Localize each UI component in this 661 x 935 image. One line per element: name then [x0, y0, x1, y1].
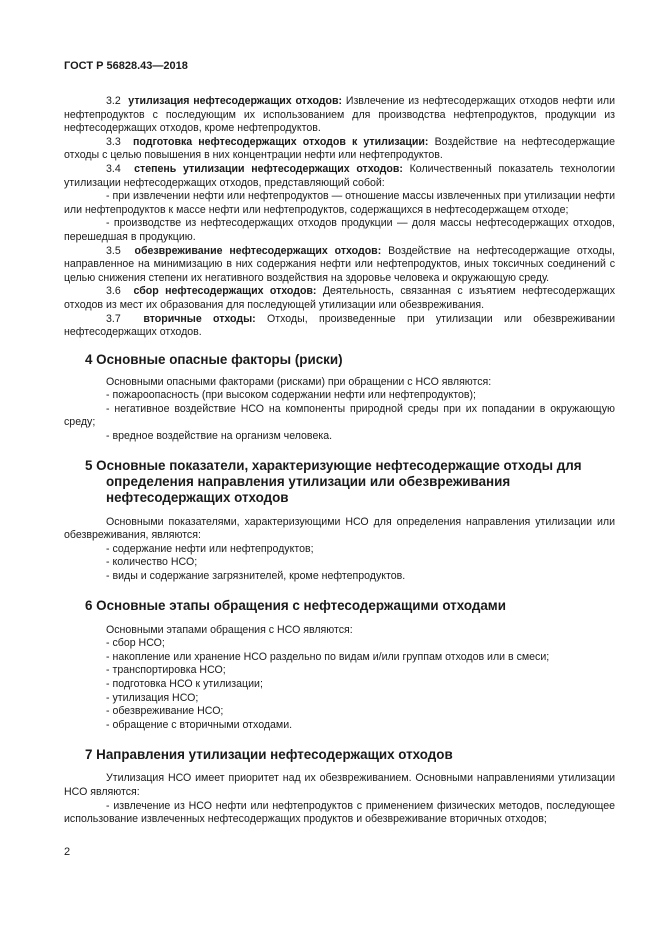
definitions-block	[64, 95, 615, 340]
definition-term: степень утилизации нефтесодержащих отходов:	[134, 162, 403, 175]
definition-term: утилизация нефтесодержащих отходов:	[128, 95, 343, 107]
list-item: - виды и содержание загрязнителей, кроме нефтепродуктов.	[106, 570, 406, 583]
definition-text: Деятельность, связанная с изъятием нефтесодержащих отходов из мест их образования для последующей утилизации или обезвреживания.	[64, 285, 616, 311]
definition-number: 3.4	[106, 162, 121, 175]
list-item: - пожароопасность (при высоком содержании нефти или нефтепродуктов);	[106, 389, 476, 402]
section-7-intro: Утилизация НСО имеет приоритет над их обезвреживанием. Основными направлениями утилизации НСО являются:	[64, 772, 615, 798]
definition-number: 3.6	[106, 285, 121, 298]
definition-text: Отходы, произведенные при утилизации или обезвреживании нефтесодержащих отходов.	[64, 312, 616, 339]
section-6-intro: Основными этапами обращения с НСО являются:	[106, 623, 353, 636]
definition-list-item: - производстве из нефтесодержащих отходов продукции — доля массы нефтесодержащих отходов, перешедшая в продукцию.	[64, 217, 615, 243]
section-5-body	[64, 516, 615, 584]
definition-term: вторичные отходы:	[143, 312, 256, 325]
section-6-body	[64, 624, 615, 733]
section-4-heading: 4 Основные опасные факторы (риски)	[85, 351, 343, 367]
definition-3-3	[64, 136, 615, 163]
definition-text: Количественный показатель технологии утилизации нефтесодержащих отходов, представляющий собой:	[64, 162, 615, 189]
list-item: - количество НСО;	[106, 556, 198, 569]
list-item: - утилизация НСО;	[106, 691, 199, 704]
list-item: - вредное воздействие на организм человека.	[106, 430, 333, 443]
section-5-heading: 5 Основные показатели, характеризующие нефтесодержащие отходы для определения направления утилизации или обезвреживания нефтесодержащих отходов	[85, 457, 582, 505]
list-item: - накопление или хранение НСО раздельно по видам и/или группам отходов или в смеси;	[106, 650, 550, 663]
list-item: - негативное воздействие НСО на компоненты природной среды при их попадании в окружающую среду;	[64, 402, 615, 429]
definition-3-5	[64, 245, 615, 286]
definition-3-2	[64, 95, 615, 136]
definition-number: 3.2	[106, 95, 121, 107]
page-number: 2	[64, 846, 71, 858]
list-item: - содержание нефти или нефтепродуктов;	[106, 542, 314, 555]
definition-3-7	[64, 313, 615, 340]
section-4-body	[64, 376, 615, 444]
definition-list-item: - при извлечении нефти или нефтепродуктов — отношение массы извлеченных при утилизации нефти или нефтепродуктов к массе нефти или нефтепродуктов, содержащихся в нефтесодержащем отходе;	[64, 190, 615, 216]
definition-term: сбор нефтесодержащих отходов:	[133, 285, 317, 298]
definition-3-6	[64, 285, 615, 312]
definition-number: 3.3	[106, 135, 121, 148]
definition-text: Воздействие на нефтесодержащие отходы с целью повышения в них концентрации нефти или нефтепродуктов.	[64, 135, 615, 162]
document-code-header: ГОСТ Р 56828.43—2018	[64, 60, 188, 72]
section-5-intro: Основными показателями, характеризующими НСО для определения направления утилизации или обезвреживания, являются:	[64, 515, 615, 542]
list-item: - сбор НСО;	[106, 637, 165, 650]
list-item: - извлечение из НСО нефти или нефтепродуктов с применением физических методов, последующее использование извлеченных нефтесодержащих продуктов и обезвреживание вторичных отходов;	[64, 799, 615, 826]
list-item: - обращение с вторичными отходами.	[106, 718, 293, 731]
section-6-heading: 6 Основные этапы обращения с нефтесодержащими отходами	[85, 597, 506, 613]
list-item: - обезвреживание НСО;	[106, 705, 224, 718]
section-7-heading: 7 Направления утилизации нефтесодержащих отходов	[85, 747, 453, 763]
definition-number: 3.5	[106, 244, 121, 257]
definition-term: подготовка нефтесодержащих отходов к утилизации:	[132, 135, 429, 148]
section-4-intro: Основными опасными факторами (рисками) при обращении с НСО являются:	[106, 375, 492, 388]
definition-number: 3.7	[106, 312, 121, 325]
section-7-body	[64, 772, 615, 826]
definition-term: обезвреживание нефтесодержащих отходов:	[134, 244, 382, 257]
list-item: - подготовка НСО к утилизации;	[106, 678, 263, 690]
list-item: - транспортировка НСО;	[106, 664, 226, 677]
definition-text: Воздействие на нефтесодержащие отходы, направленное на минимизацию в них содержания нефти или нефтепродуктов, иных токсичных соединений с целью снижения степени их негативного воздействия на здоровье человека и окружающую среду.	[64, 244, 615, 284]
definition-text: Извлечение из нефтесодержащих отходов нефти или нефтепродуктов с последующим их использованием для производства нефтепродуктов, продукции из нефтесодержащих отходов, кроме нефтепродуктов.	[64, 95, 615, 135]
definition-3-4	[64, 163, 615, 190]
